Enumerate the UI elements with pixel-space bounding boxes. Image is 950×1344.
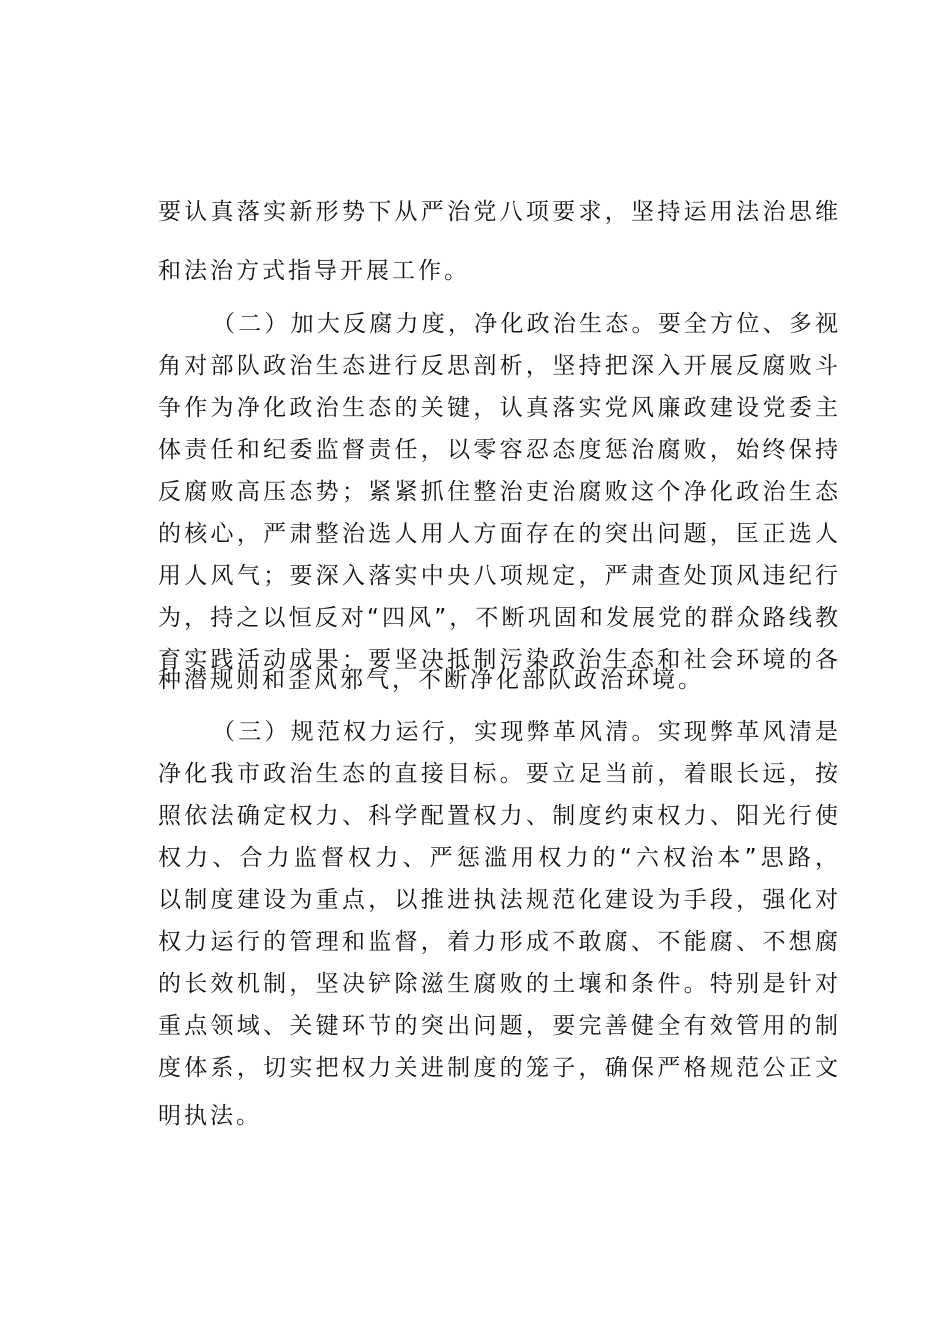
text-line: 的核心，严肃整治选人用人方面存在的突出问题，匡正选人 bbox=[158, 521, 838, 547]
section-heading-line: （二）加大反腐力度，净化政治生态。要全方位、多视 bbox=[212, 311, 838, 337]
text-line: 要认真落实新形势下从严治党八项要求，坚持运用法治思维 bbox=[158, 199, 838, 225]
text-line: 度体系，切实把权力关进制度的笼子，确保严格规范公正文 bbox=[158, 1055, 838, 1081]
text-line: 权力运行的管理和监督，着力形成不敢腐、不能腐、不想腐 bbox=[158, 929, 838, 955]
text-line: 照依法确定权力、科学配置权力、制度约束权力、阳光行使 bbox=[158, 803, 838, 829]
text-line: 用人风气；要深入落实中央八项规定，严肃查处顶风违纪行 bbox=[158, 563, 838, 589]
text-line: 权力、合力监督权力、严惩滥用权力的“六权治本”思路， bbox=[158, 845, 838, 871]
text-line: 和法治方式指导开展工作。 bbox=[158, 258, 470, 284]
text-line: 的长效机制，坚决铲除滋生腐败的土壤和条件。特别是针对 bbox=[158, 971, 838, 997]
text-line: 明执法。 bbox=[158, 1103, 262, 1129]
text-line: 育实践活动成果；要坚决抵制污染政治生态和社会环境的各 bbox=[158, 647, 838, 673]
text-line: 重点领域、关键环节的突出问题，要完善健全有效管用的制 bbox=[158, 1013, 838, 1039]
text-line: 以制度建设为重点，以推进执法规范化建设为手段，强化对 bbox=[158, 887, 838, 913]
text-line: 净化我市政治生态的直接目标。要立足当前，着眼长远，按 bbox=[158, 761, 838, 787]
section-heading-line: （三）规范权力运行，实现弊革风清。实现弊革风清是 bbox=[212, 719, 838, 745]
text-line: 种潜规则和歪风邪气，不断净化部队政治环境。 bbox=[158, 667, 704, 693]
text-line: 反腐败高压态势；紧紧抓住整治吏治腐败这个净化政治生态 bbox=[158, 479, 838, 505]
text-line: 为，持之以恒反对“四风”，不断巩固和发展党的群众路线教 bbox=[158, 605, 838, 631]
text-line: 争作为净化政治生态的关键，认真落实党风廉政建设党委主 bbox=[158, 395, 838, 421]
text-line: 体责任和纪委监督责任，以零容忍态度惩治腐败，始终保持 bbox=[158, 437, 838, 463]
text-line: 角对部队政治生态进行反思剖析，坚持把深入开展反腐败斗 bbox=[158, 353, 838, 379]
